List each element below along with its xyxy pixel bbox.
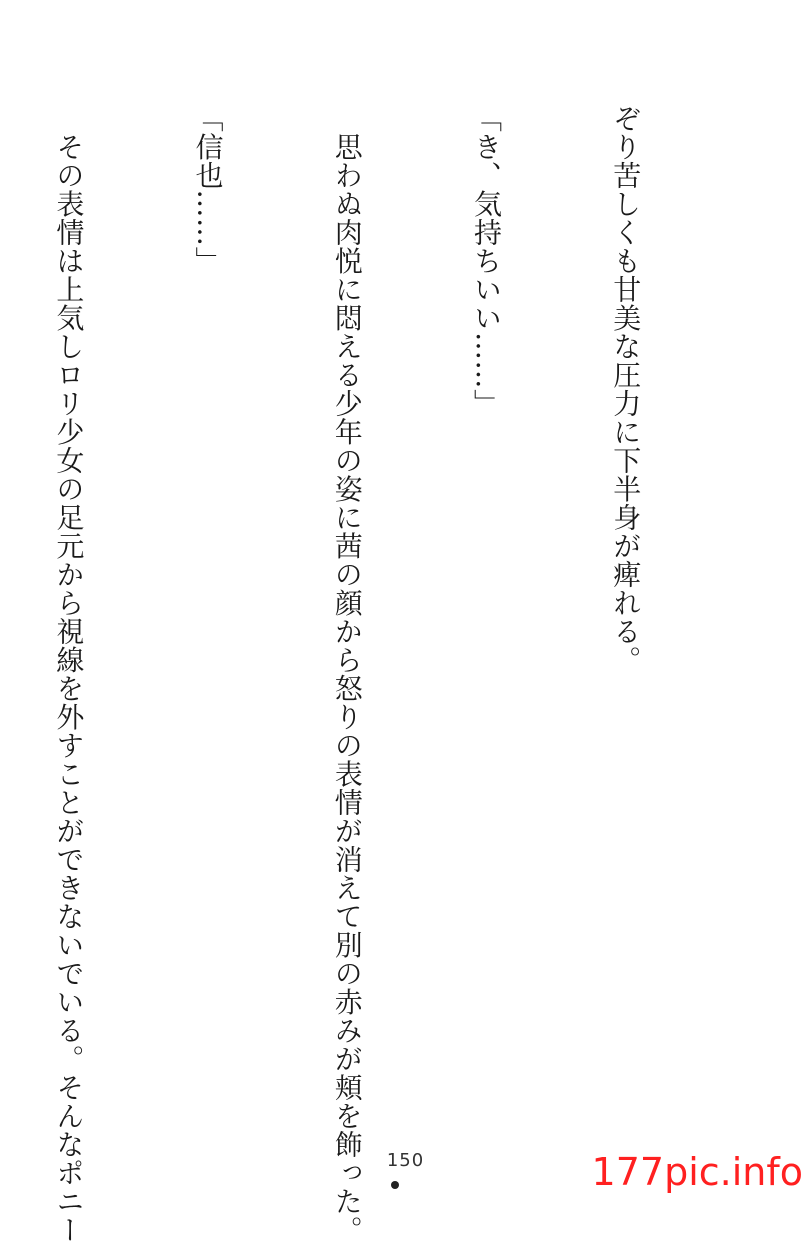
text-line: 思わぬ肉悦に悶える少年の姿に茜の顔から怒りの表情が消えて別の赤みが頬を飾った。	[330, 104, 364, 1244]
text-line: ぞり苦しくも甘美な圧力に下半身が痺れる。	[609, 104, 643, 674]
page-number: 150	[386, 1150, 425, 1171]
text-line: 「き、気持ちいい……」	[469, 104, 503, 418]
page-marker-dot	[391, 1181, 399, 1189]
watermark: 177pic.info	[591, 1150, 803, 1194]
text-line: 「信也……」	[191, 104, 225, 275]
text-line: その表情は上気しロリ少女の足元から視線を外すことができないでいる。そんなポニー	[52, 104, 86, 1244]
